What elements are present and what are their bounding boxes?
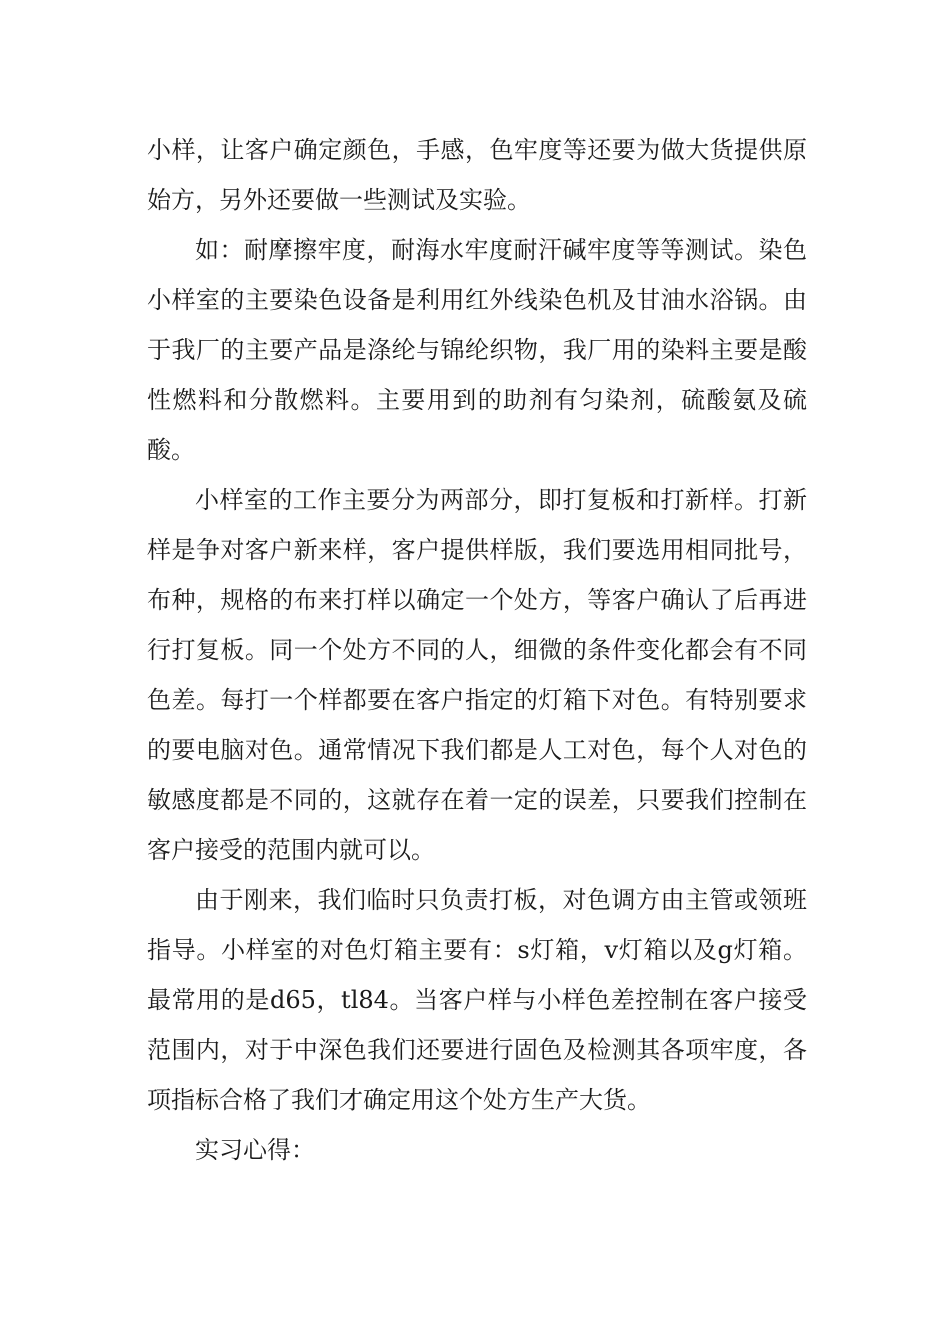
paragraph-1: 小样，让客户确定颜色，手感，色牢度等还要为做大货提供原始方，另外还要做一些测试及实验。 xyxy=(147,136,807,214)
paragraph-2: 如：耐摩擦牢度，耐海水牢度耐汗碱牢度等等测试。染色小样室的主要染色设备是利用红外线染色机及甘油水浴锅。由于我厂的主要产品是涤纶与锦纶织物，我厂用的染料主要是酸性燃料和分散燃料。主要用到的助剂有匀染剂，硫酸氨及硫酸。 xyxy=(147,236,807,464)
section-heading-internship-reflection: 实习心得： xyxy=(195,1136,315,1164)
paragraph-3: 小样室的工作主要分为两部分，即打复板和打新样。打新样是争对客户新来样，客户提供样版，我们要选用相同批号，布种，规格的布来打样以确定一个处方，等客户确认了后再进行打复板。同一个处方不同的人，细微的条件变化都会有不同色差。每打一个样都要在客户指定的灯箱下对色。有特别要求的要电脑对色。通常情况下我们都是人工对色，每个人对色的敏感度都是不同的，这就存在着一定的误差，只要我们控制在客户接受的范围内就可以。 xyxy=(147,486,807,864)
paragraph-4: 由于刚来，我们临时只负责打板，对色调方由主管或领班指导。小样室的对色灯箱主要有：s灯箱，v灯箱以及g灯箱。最常用的是d65，tl84。当客户样与小样色差控制在客户接受范围内，对于中深色我们还要进行固色及检测其各项牢度，各项指标合格了我们才确定用这个处方生产大货。 xyxy=(147,886,807,1114)
document-body xyxy=(147,125,807,1175)
